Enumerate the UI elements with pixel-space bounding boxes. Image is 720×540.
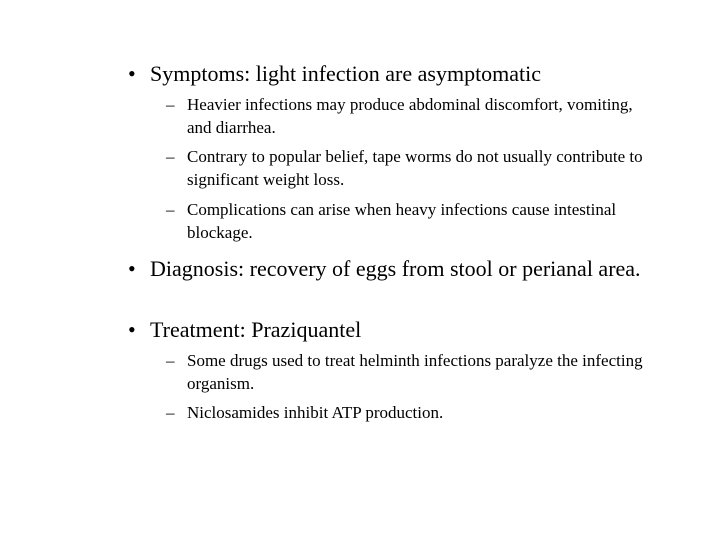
sub-bullet-text: Niclosamides inhibit ATP production. [187,403,444,422]
sub-bullet-text: Heavier infections may produce abdominal discomfort, vomiting, and diarrhea. [187,95,633,137]
bullet-diagnosis [128,255,668,282]
sub-bullet-text: Some drugs used to treat helminth infections paralyze the infecting organism. [187,351,643,393]
dash-marker: – [166,351,175,370]
bullet-marker: • [128,61,136,86]
bullet-symptoms [128,60,668,87]
sub-bullet-paralyze [166,349,656,395]
bullet-marker: • [128,256,136,281]
sub-bullet-text: Complications can arise when heavy infections cause intestinal blockage. [187,200,617,242]
dash-marker: – [166,147,175,166]
sub-bullet-heavier-infections [166,93,656,139]
bullet-marker: • [128,317,136,342]
sub-bullet-atp [166,401,656,424]
bullet-treatment [128,316,668,343]
dash-marker: – [166,200,175,219]
sub-bullet-complications [166,198,656,244]
bullet-text: Treatment: Praziquantel [150,317,362,342]
dash-marker: – [166,403,175,422]
sub-bullet-text: Contrary to popular belief, tape worms do not usually contribute to significant weight loss. [187,147,643,189]
sub-bullet-weight-loss [166,145,656,191]
dash-marker: – [166,95,175,114]
bullet-text: Diagnosis: recovery of eggs from stool or perianal area. [150,256,641,281]
bullet-text: Symptoms: light infection are asymptomatic [150,61,542,86]
